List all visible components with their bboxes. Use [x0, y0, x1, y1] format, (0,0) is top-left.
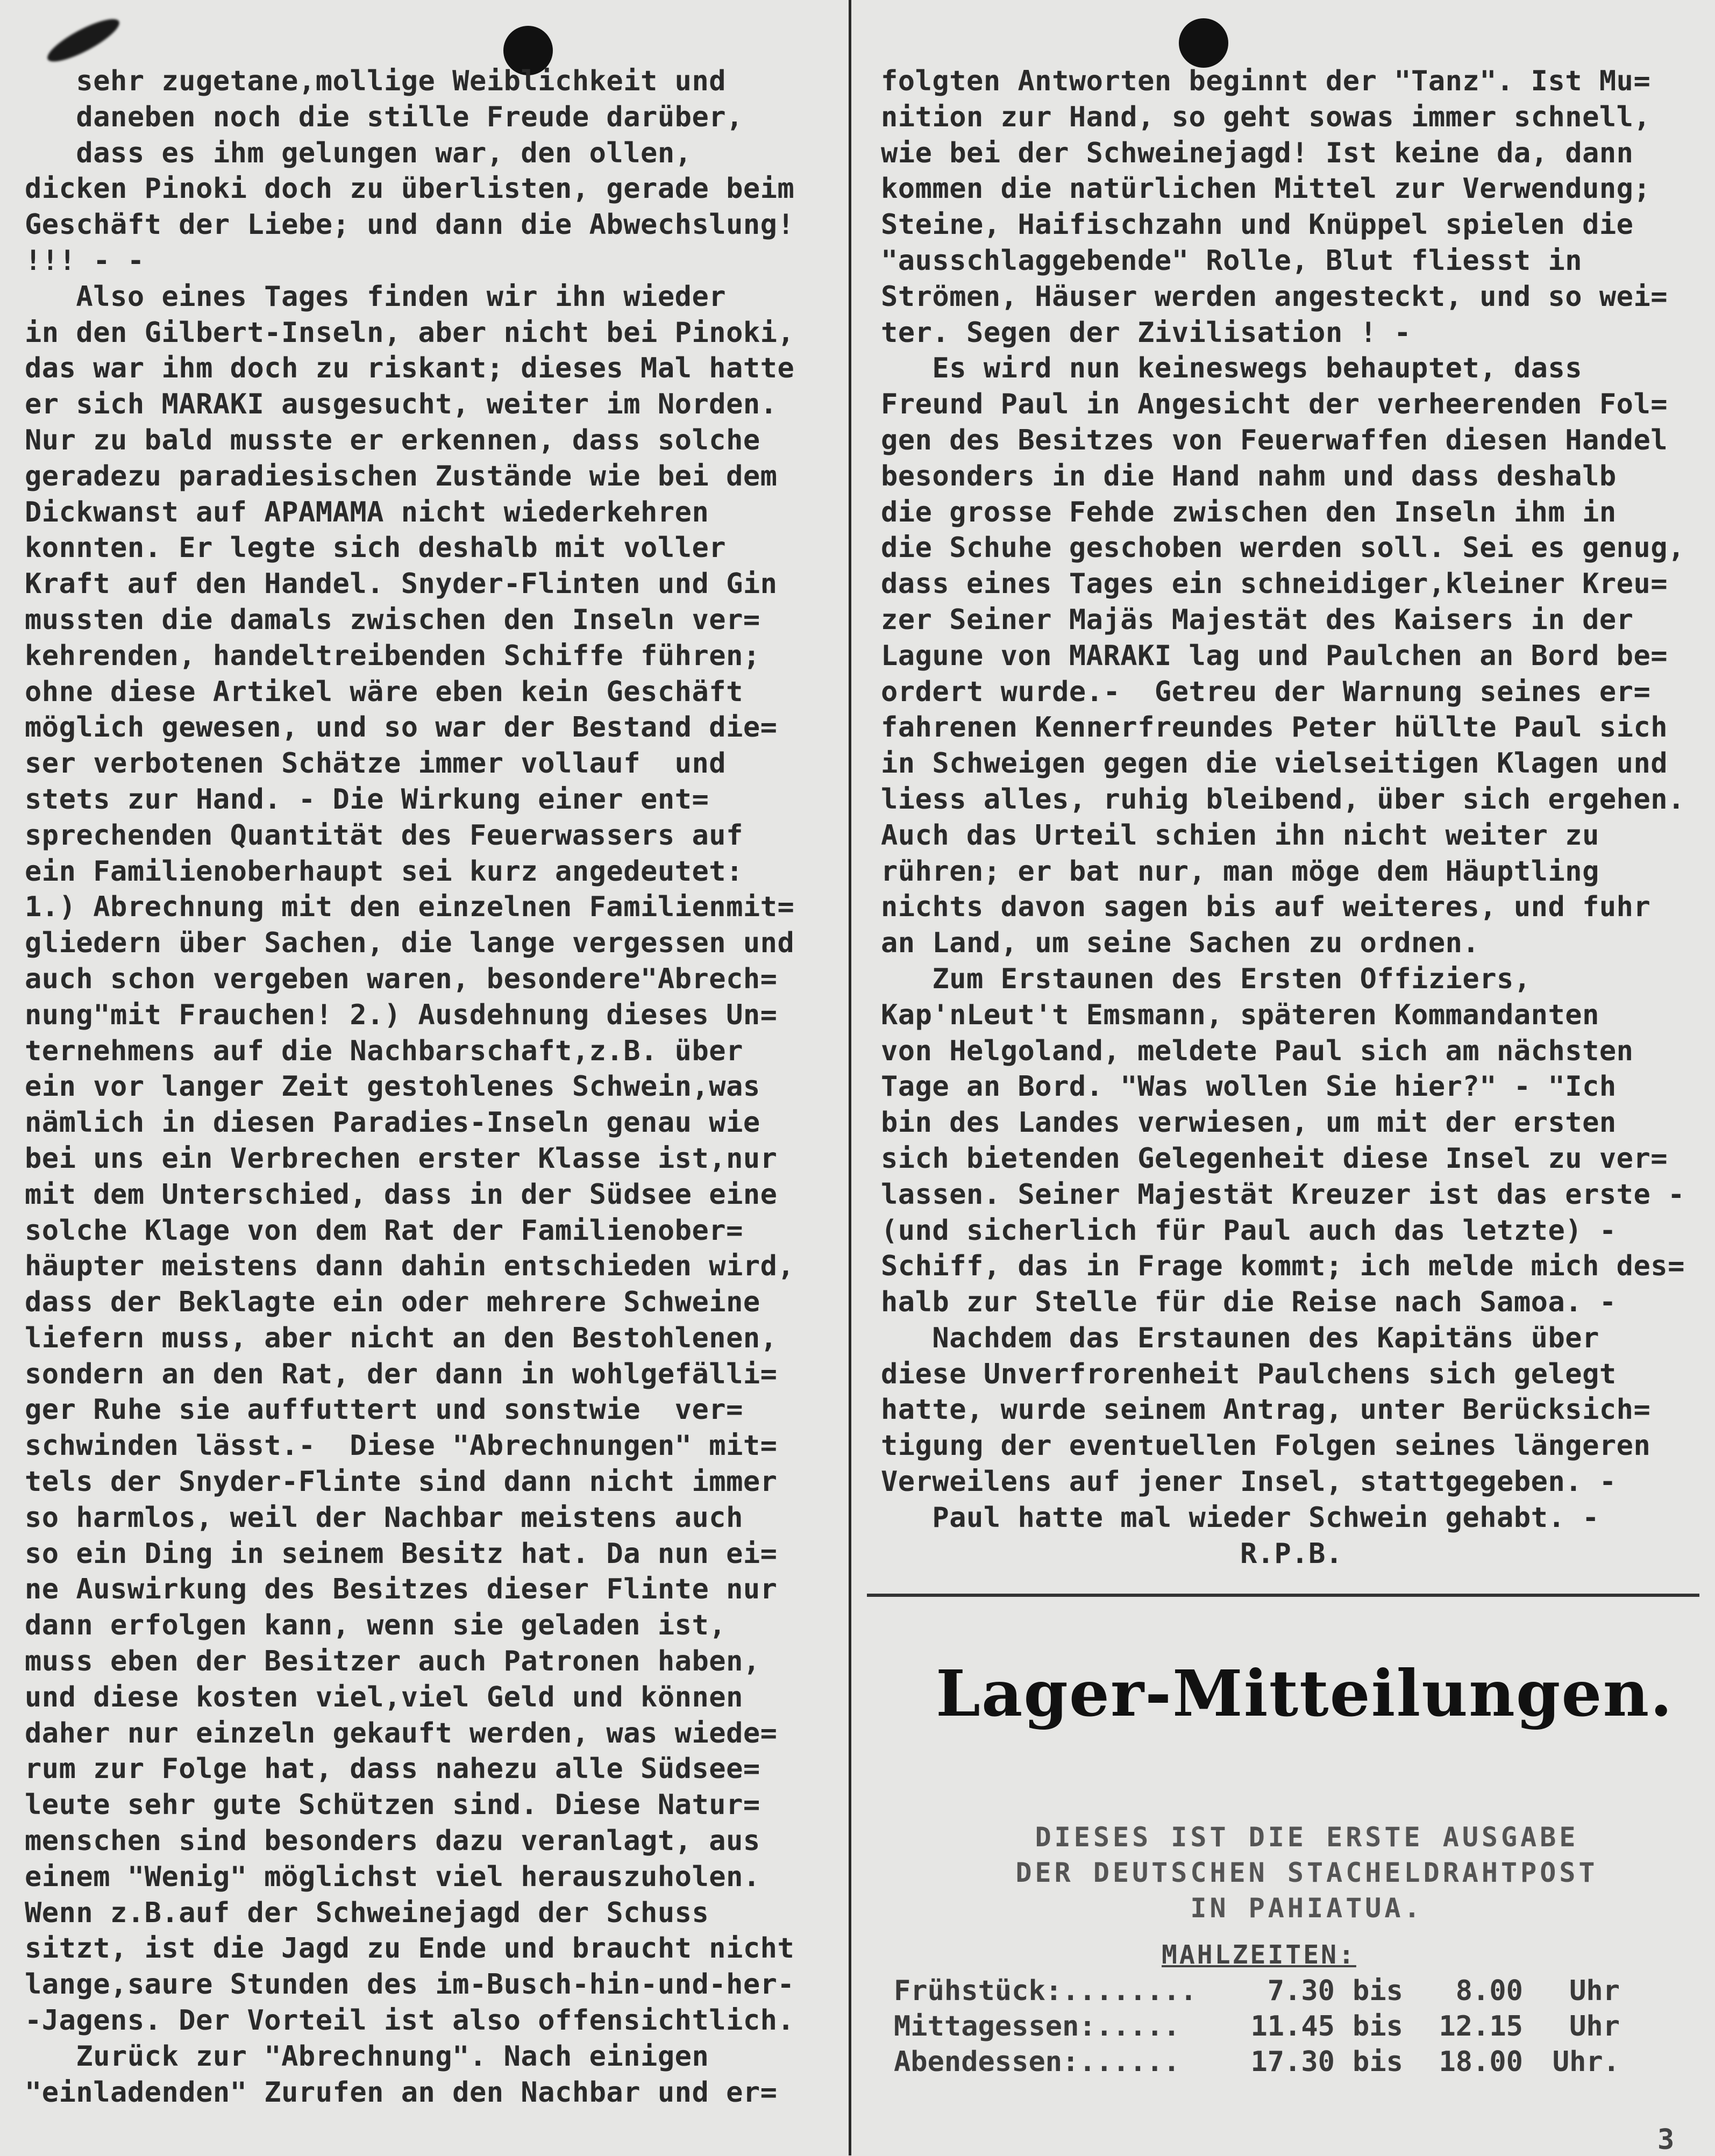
right-column-line: die Schuhe geschoben werden soll. Sei es genug,	[881, 532, 1685, 565]
left-text-column	[25, 63, 831, 2110]
right-column-line: nition zur Hand, so geht sowas immer schnell,	[881, 101, 1651, 133]
left-column-line: ger Ruhe sie auffuttert und sonstwie ver=	[25, 1394, 743, 1426]
column-divider	[849, 0, 851, 2155]
meal-bis: bis	[1353, 2010, 1403, 2043]
left-column-line: Nur zu bald musste er erkennen, dass solche	[25, 424, 760, 456]
meal-row	[894, 1973, 1700, 2009]
right-column-line: die grosse Fehde zwischen den Inseln ihm in	[881, 496, 1617, 529]
left-column-line: gliedern über Sachen, die lange vergessen und	[25, 927, 795, 960]
right-column-line: Steine, Haifischzahn und Knüppel spielen die	[881, 209, 1634, 241]
left-column-line: daneben noch die stille Freude darüber,	[25, 101, 743, 133]
right-column-line: Auch das Urteil schien ihn nicht weiter zu	[881, 819, 1599, 852]
left-column-line: das war ihm doch zu riskant; dieses Mal hatte	[25, 352, 795, 385]
left-column-line: ser verbotenen Schätze immer vollauf und	[25, 747, 727, 780]
left-column-line: Also eines Tages finden wir ihn wieder	[25, 280, 727, 313]
left-column-line: nung"mit Frauchen! 2.) Ausdehnung dieses Un=	[25, 998, 778, 1031]
section-heading: Lager-Mitteilungen.	[936, 1656, 1674, 1731]
left-column-line: rum zur Folge hat, dass nahezu alle Südsee=	[25, 1753, 760, 1786]
meal-row	[894, 2009, 1700, 2044]
left-column-line: menschen sind besonders dazu veranlagt, aus	[25, 1825, 760, 1858]
meal-name: Frühstück:........	[894, 1975, 1197, 2007]
left-column-line: mit dem Unterschied, dass in der Südsee eine	[25, 1178, 778, 1211]
left-column-line: stets zur Hand. - Die Wirkung einer ent=	[25, 783, 709, 816]
notice-line: DER DEUTSCHEN STACHELDRAHTPOST	[1015, 1857, 1598, 1888]
right-column-line: Kap'nLeut't Emsmann, späteren Kommandanten	[881, 998, 1599, 1031]
left-column-line: "einladenden" Zurufen an den Nachbar und er=	[25, 2076, 778, 2109]
right-column-line: an Land, um seine Sachen zu ordnen.	[881, 927, 1480, 960]
punch-hole-right	[1179, 18, 1228, 68]
left-column-line: ternehmens auf die Nachbarschaft,z.B. über	[25, 1034, 743, 1067]
left-column-line: Zurück zur "Abrechnung". Nach einigen	[25, 2040, 709, 2073]
left-column-line: ein Familienoberhaupt sei kurz angedeutet:	[25, 855, 743, 888]
right-column-line: zer Seiner Majäs Majestät des Kaisers in der	[881, 603, 1634, 636]
left-column-line: so ein Ding in seinem Besitz hat. Da nun ei=	[25, 1537, 778, 1570]
right-column-line: liess alles, ruhig bleibend, über sich ergehen.	[881, 783, 1685, 816]
left-column-line: sehr zugetane,mollige Weiblichkeit und	[25, 65, 727, 97]
first-issue-notice	[914, 1819, 1699, 1926]
meal-name: Mittagessen:.....	[894, 2010, 1180, 2043]
right-column-line: Schiff, das in Frage kommt; ich melde mich des=	[881, 1250, 1685, 1283]
left-column-line: daher nur einzeln gekauft werden, was wiede=	[25, 1717, 778, 1750]
meal-start: 17.30	[1250, 2046, 1335, 2078]
meal-times-table	[894, 1973, 1700, 2080]
left-column-line: geradezu paradiesischen Zustände wie bei dem	[25, 460, 778, 492]
left-column-line: kehrenden, handeltreibenden Schiffe führen;	[25, 639, 760, 672]
right-column-line: R.P.B.	[881, 1537, 1343, 1570]
meal-name: Abendessen:......	[894, 2046, 1180, 2078]
left-column-line: 1.) Abrechnung mit den einzelnen Familienmit=	[25, 891, 795, 924]
meal-uhr: Uhr	[1569, 1975, 1620, 2007]
right-column-line: ordert wurde.- Getreu der Warnung seines er=	[881, 675, 1651, 708]
right-column-line: kommen die natürlichen Mittel zur Verwendung;	[881, 173, 1651, 205]
right-column-line: sich bietenden Gelegenheit diese Insel zu ver=	[881, 1142, 1668, 1175]
right-column-line: Strömen, Häuser werden angesteckt, und so wei=	[881, 280, 1668, 313]
left-column-line: konnten. Er legte sich deshalb mit voller	[25, 532, 727, 565]
right-column-line: ter. Segen der Zivilisation ! -	[881, 316, 1412, 349]
left-column-line: ein vor langer Zeit gestohlenes Schwein,was	[25, 1070, 760, 1103]
meal-end: 12.15	[1439, 2010, 1523, 2043]
left-column-line: Wenn z.B.auf der Schweinejagd der Schuss	[25, 1896, 709, 1929]
right-column-line: fahrenen Kennerfreundes Peter hüllte Paul sich	[881, 711, 1668, 744]
left-column-line: er sich MARAKI ausgesucht, weiter im Norden.	[25, 388, 778, 421]
right-column-line: wie bei der Schweinejagd! Ist keine da, dann	[881, 137, 1634, 169]
right-column-line: besonders in die Hand nahm und dass deshalb	[881, 460, 1617, 492]
left-column-line: ohne diese Artikel wäre eben kein Geschäft	[25, 675, 743, 708]
right-column-line: tigung der eventuellen Folgen seines längeren	[881, 1430, 1651, 1462]
meal-uhr: Uhr.	[1552, 2046, 1620, 2078]
right-column-line: Zum Erstaunen des Ersten Offiziers,	[881, 962, 1531, 995]
left-column-line: sondern an den Rat, der dann in wohlgefälli=	[25, 1358, 778, 1390]
left-column-line: !!! - -	[25, 244, 145, 277]
right-column-line: Verweilens auf jener Insel, stattgegeben. -	[881, 1466, 1617, 1498]
left-column-line: dann erfolgen kann, wenn sie geladen ist,	[25, 1609, 727, 1642]
left-column-line: häupter meistens dann dahin entschieden wird,	[25, 1250, 795, 1283]
left-column-line: nämlich in diesen Paradies-Inseln genau wie	[25, 1106, 760, 1139]
notice-line: IN PAHIATUA.	[1190, 1893, 1424, 1924]
left-column-line: solche Klage von dem Rat der Familienober=	[25, 1214, 743, 1247]
meal-bis: bis	[1353, 2046, 1403, 2078]
left-column-line: dass es ihm gelungen war, den ollen,	[25, 137, 692, 169]
right-column-line: hatte, wurde seinem Antrag, unter Berücksich=	[881, 1394, 1651, 1426]
right-column-line: bin des Landes verwiesen, um mit der ersten	[881, 1106, 1617, 1139]
meals-title: MAHLZEITEN:	[1162, 1940, 1356, 1970]
left-column-line: -Jagens. Der Vorteil ist also offensichtlich.	[25, 2004, 795, 2037]
left-column-line: tels der Snyder-Flinte sind dann nicht immer	[25, 1466, 778, 1498]
left-column-line: sprechenden Quantität des Feuerwassers auf	[25, 819, 743, 852]
left-column-line: auch schon vergeben waren, besondere"Abrech=	[25, 962, 778, 995]
right-column-line: Freund Paul in Angesicht der verheerenden Fol=	[881, 388, 1668, 421]
meal-uhr: Uhr	[1569, 2010, 1620, 2043]
left-column-line: liefern muss, aber nicht an den Bestohlenen,	[25, 1322, 778, 1354]
left-column-line: mussten die damals zwischen den Inseln ver=	[25, 603, 760, 636]
notice-line: DIESES IST DIE ERSTE AUSGABE	[1035, 1822, 1579, 1853]
right-column-line: lassen. Seiner Majestät Kreuzer ist das erste -	[881, 1178, 1685, 1211]
left-column-line: schwinden lässt.- Diese "Abrechnungen" mit=	[25, 1430, 778, 1462]
right-column-line: gen des Besitzes von Feuerwaffen diesen Handel	[881, 424, 1668, 456]
right-column-line: Es wird nun keineswegs behauptet, dass	[881, 352, 1583, 385]
left-column-line: Dickwanst auf APAMAMA nicht wiederkehren	[25, 496, 709, 529]
meal-start: 7.30	[1267, 1975, 1335, 2007]
right-column-line: Paul hatte mal wieder Schwein gehabt. -	[881, 1501, 1599, 1534]
meal-start: 11.45	[1250, 2010, 1335, 2043]
left-column-line: leute sehr gute Schützen sind. Diese Natur=	[25, 1789, 760, 1822]
right-column-line: nichts davon sagen bis auf weiteres, und fuhr	[881, 891, 1651, 924]
right-column-line: "ausschlaggebende" Rolle, Blut fliesst in	[881, 244, 1583, 277]
left-column-line: so harmlos, weil der Nachbar meistens auch	[25, 1501, 743, 1534]
left-column-line: möglich gewesen, und so war der Bestand die=	[25, 711, 778, 744]
left-column-line: ne Auswirkung des Besitzes dieser Flinte nur	[25, 1573, 778, 1606]
right-column-line: rühren; er bat nur, man möge dem Häuptling	[881, 855, 1599, 888]
meal-end: 18.00	[1439, 2046, 1523, 2078]
right-column-line: dass eines Tages ein schneidiger,kleiner Kreu=	[881, 568, 1668, 601]
right-column-line: Lagune von MARAKI lag und Paulchen an Bord be=	[881, 639, 1668, 672]
left-column-line: lange,saure Stunden des im-Busch-hin-und-her-	[25, 1968, 795, 2001]
right-column-line: diese Unverfrorenheit Paulchens sich gelegt	[881, 1358, 1617, 1390]
meal-bis: bis	[1353, 1975, 1403, 2007]
left-column-line: und diese kosten viel,viel Geld und können	[25, 1681, 743, 1714]
right-column-line: Tage an Bord. "Was wollen Sie hier?" - "Ich	[881, 1070, 1617, 1103]
left-column-line: sitzt, ist die Jagd zu Ende und braucht nicht	[25, 1932, 795, 1965]
section-rule	[867, 1594, 1699, 1597]
left-column-line: Geschäft der Liebe; und dann die Abwechslung!	[25, 209, 795, 241]
ink-smudge	[42, 12, 124, 69]
page-number: 3	[1657, 2124, 1675, 2156]
right-text-column	[881, 63, 1704, 1572]
left-column-line: bei uns ein Verbrechen erster Klasse ist,nur	[25, 1142, 778, 1175]
left-column-line: einem "Wenig" möglichst viel herauszuholen.	[25, 1860, 760, 1893]
right-column-line: (und sicherlich für Paul auch das letzte) -	[881, 1214, 1617, 1247]
right-column-line: Nachdem das Erstaunen des Kapitäns über	[881, 1322, 1599, 1354]
right-column-line: halb zur Stelle für die Reise nach Samoa. -	[881, 1286, 1617, 1319]
left-column-line: in den Gilbert-Inseln, aber nicht bei Pinoki,	[25, 316, 795, 349]
meal-row	[894, 2044, 1700, 2080]
right-column-line: in Schweigen gegen die vielseitigen Klagen und	[881, 747, 1668, 780]
right-column-line: folgten Antworten beginnt der "Tanz". Ist Mu=	[881, 65, 1651, 97]
left-column-line: muss eben der Besitzer auch Patronen haben,	[25, 1645, 760, 1678]
left-column-line: dicken Pinoki doch zu überlisten, gerade beim	[25, 173, 795, 205]
meal-end: 8.00	[1455, 1975, 1523, 2007]
right-column-line: von Helgoland, meldete Paul sich am nächsten	[881, 1034, 1634, 1067]
left-column-line: Kraft auf den Handel. Snyder-Flinten und Gin	[25, 568, 778, 601]
left-column-line: dass der Beklagte ein oder mehrere Schweine	[25, 1286, 760, 1319]
